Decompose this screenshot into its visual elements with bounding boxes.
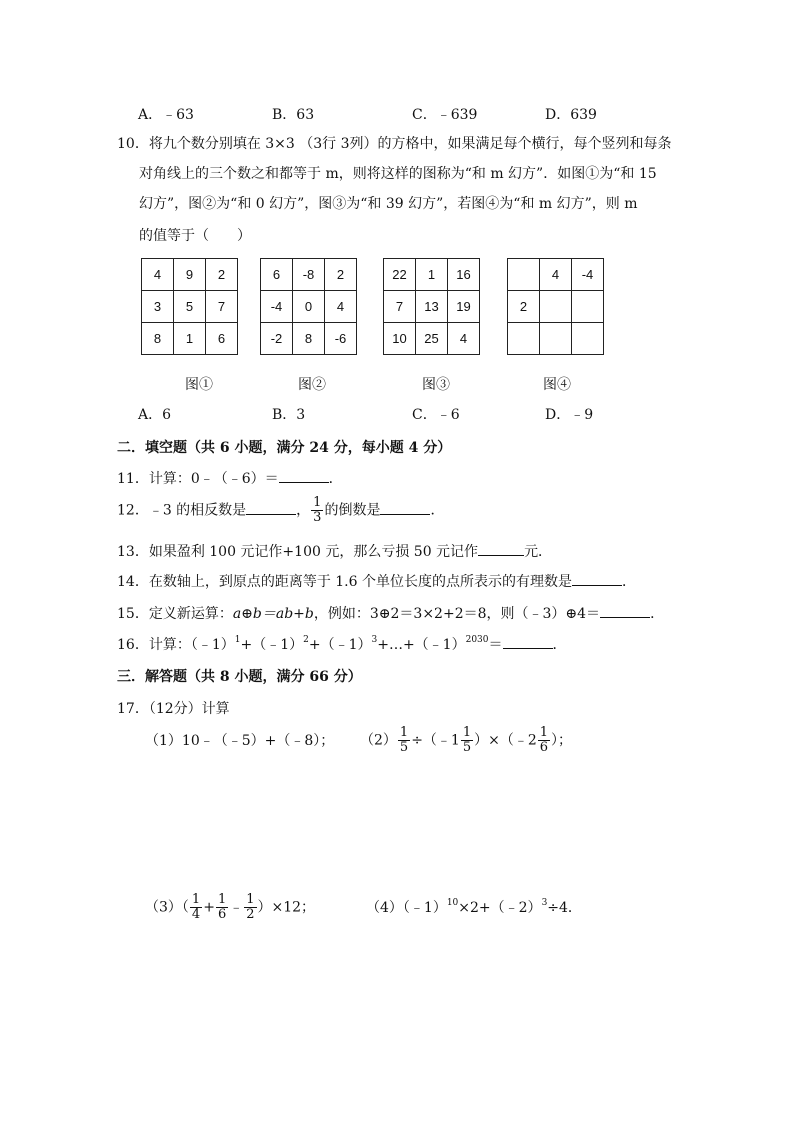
magic-square-1	[141, 258, 238, 355]
q11-end: ．	[328, 471, 343, 487]
q15-text-2: ，例如：3⊕2＝3×2+2＝8，则（﹣3）⊕4＝	[313, 606, 601, 622]
grid-cell: 7	[384, 291, 416, 323]
grid-cell: 2	[325, 259, 357, 291]
q9-option-c: C．﹣639	[412, 107, 478, 123]
denominator: 4	[191, 907, 201, 922]
q13	[117, 541, 552, 561]
grid-cell: 8	[293, 323, 325, 355]
q10-line-3: 幻方”，图②为“和 0 幻方”，图③为“和 39 幻方”，若图④为“和 m 幻方”，则 m	[139, 196, 638, 212]
grid-cell: 4	[142, 259, 174, 291]
grid-cell: 13	[416, 291, 448, 323]
q9-option-b: B．63	[272, 107, 315, 123]
denominator: 2	[246, 907, 255, 922]
fraction	[461, 726, 473, 755]
numerator: 1	[313, 495, 322, 510]
grid-caption-4: 图④	[543, 377, 571, 393]
magic-square-3	[383, 258, 480, 355]
q12-text-2: 的倒数是	[324, 502, 381, 519]
magic-square-4	[507, 258, 604, 355]
denominator: 6	[539, 740, 549, 755]
q11	[117, 468, 343, 488]
grid-caption-2: 图②	[298, 377, 326, 393]
exponent: 2	[303, 635, 309, 645]
exponent: 2030	[465, 635, 489, 645]
q17-part-3	[145, 893, 315, 922]
denominator: 5	[462, 740, 472, 755]
grid-cell: 1	[174, 323, 206, 355]
q16-term: +（﹣1）	[240, 637, 304, 653]
answer-blank	[503, 634, 553, 649]
operator: ）×12；	[257, 899, 316, 916]
q17-title: 17．（12分）计算	[117, 701, 230, 717]
operator: ﹣	[229, 899, 244, 916]
fraction	[311, 496, 323, 525]
q14-text: 14．在数轴上，到原点的距离等于 1.6 个单位长度的点所表示的有理数是	[117, 574, 572, 590]
exponent: 3	[371, 635, 378, 645]
grid-cell: -4	[261, 291, 293, 323]
part-label: （3）（	[145, 899, 189, 916]
q16-term: +…+（﹣1）	[377, 637, 466, 653]
grid-cell: 5	[174, 291, 206, 323]
part-text: ÷4．	[547, 900, 582, 916]
grid-cell: 2	[206, 259, 238, 291]
part-label: （2）	[360, 732, 397, 749]
numerator: 1	[399, 725, 409, 740]
fraction	[244, 893, 256, 922]
grid-cell	[508, 323, 540, 355]
fraction	[538, 726, 550, 755]
section-2-heading: 二．填空题（共 6 小题，满分 24 分，每小题 4 分）	[117, 440, 452, 456]
grid-cell: 4	[540, 259, 572, 291]
q14	[117, 571, 636, 591]
operator: +	[203, 899, 215, 916]
grid-cell: -2	[261, 323, 293, 355]
grid-cell: 2	[508, 291, 540, 323]
answer-blank	[478, 541, 524, 556]
q10-line-4: 的值等于（ ）	[139, 228, 251, 244]
section-3-heading: 三．解答题（共 8 小题，满分 66 分）	[117, 669, 362, 685]
grid-cell	[540, 323, 572, 355]
part-text: （4）（﹣1）	[366, 900, 447, 916]
q12	[117, 496, 444, 525]
q13-end: 元．	[524, 544, 553, 560]
grid-cell: 0	[293, 291, 325, 323]
grid-cell: 9	[174, 259, 206, 291]
operator: ）；	[551, 732, 573, 749]
grid-cell: 25	[416, 323, 448, 355]
grid-cell: 8	[142, 323, 174, 355]
grid-cell: -8	[293, 259, 325, 291]
q10-line-2: 对角线上的三个数之和都等于 m，则将这样的图称为“和 m 幻方”．如图①为“和 15	[139, 166, 657, 182]
grid-cell: 7	[206, 291, 238, 323]
grid-cell	[508, 259, 540, 291]
grid-cell: 4	[448, 323, 480, 355]
q10-option-c: C．﹣6	[412, 407, 460, 423]
q12-text: 12．﹣3 的相反数是	[117, 502, 247, 519]
q16-text: 16．计算：（﹣1）	[117, 637, 235, 653]
magic-square-2	[260, 258, 357, 355]
numerator: 1	[462, 725, 472, 740]
q15-end: ．	[650, 606, 665, 622]
q17-part-2	[360, 726, 572, 755]
grid-cell: 4	[325, 291, 357, 323]
q12-end: ．	[430, 502, 445, 519]
grid-caption-1: 图①	[185, 377, 213, 393]
grid-cell: 22	[384, 259, 416, 291]
operator: ÷（﹣1	[411, 732, 460, 749]
part-text: ×2+（﹣2）	[458, 900, 542, 916]
q16-term: +（﹣1）	[308, 637, 372, 653]
q15	[117, 603, 664, 623]
grid-cell: 10	[384, 323, 416, 355]
q10-option-a: A．6	[138, 407, 172, 423]
exponent: 1	[234, 635, 241, 645]
grid-caption-3: 图③	[422, 377, 450, 393]
denominator: 5	[399, 740, 409, 755]
grid-cell	[572, 291, 604, 323]
answer-blank	[380, 500, 430, 515]
answer-blank	[246, 500, 296, 515]
numerator: 1	[217, 892, 227, 907]
numerator: 1	[191, 892, 201, 907]
q13-text: 13．如果盈利 100 元记作+100 元，那么亏损 50 元记作	[117, 544, 479, 560]
grid-cell	[540, 291, 572, 323]
answer-blank	[600, 603, 650, 618]
fraction	[398, 726, 410, 755]
q10-line-1: 10．将九个数分别填在 3×3 （3行 3列）的方格中，如果满足每个横行，每个竖列和每条	[117, 136, 672, 152]
q15-definition: a⊕b＝ab+b	[232, 606, 314, 622]
q15-text: 15．定义新运算：	[117, 606, 233, 622]
q9-option-a: A．﹣63	[138, 107, 194, 123]
numerator: 1	[246, 892, 255, 907]
answer-blank	[279, 468, 329, 483]
answer-blank	[572, 571, 622, 586]
q12-comma: ，	[296, 502, 311, 519]
q11-text: 11．计算：0﹣（﹣6）＝	[117, 471, 279, 487]
q16-end: ．	[552, 637, 567, 653]
fraction	[190, 893, 202, 922]
grid-cell: 6	[206, 323, 238, 355]
grid-cell: 3	[142, 291, 174, 323]
operator: ）×（﹣2	[474, 732, 537, 749]
q10-option-d: D．﹣9	[545, 407, 594, 423]
grid-cell	[572, 323, 604, 355]
denominator: 3	[313, 510, 322, 525]
grid-cell: 16	[448, 259, 480, 291]
q17-part-1: （1）10﹣（﹣5）+（﹣8）；	[145, 733, 335, 749]
grid-cell: -4	[572, 259, 604, 291]
q16-equals: ＝	[488, 637, 503, 653]
exponent: 10	[446, 898, 459, 908]
fraction	[216, 893, 228, 922]
numerator: 1	[539, 725, 549, 740]
exponent: 3	[541, 898, 548, 908]
q17-part-4	[366, 897, 582, 917]
q10-option-b: B．3	[272, 407, 306, 423]
grid-cell: 6	[261, 259, 293, 291]
q9-option-d: D．639	[545, 107, 597, 123]
grid-cell: -6	[325, 323, 357, 355]
grid-cell: 19	[448, 291, 480, 323]
q14-end: ．	[621, 574, 636, 590]
q16	[117, 634, 567, 654]
denominator: 6	[217, 907, 227, 922]
grid-cell: 1	[416, 259, 448, 291]
